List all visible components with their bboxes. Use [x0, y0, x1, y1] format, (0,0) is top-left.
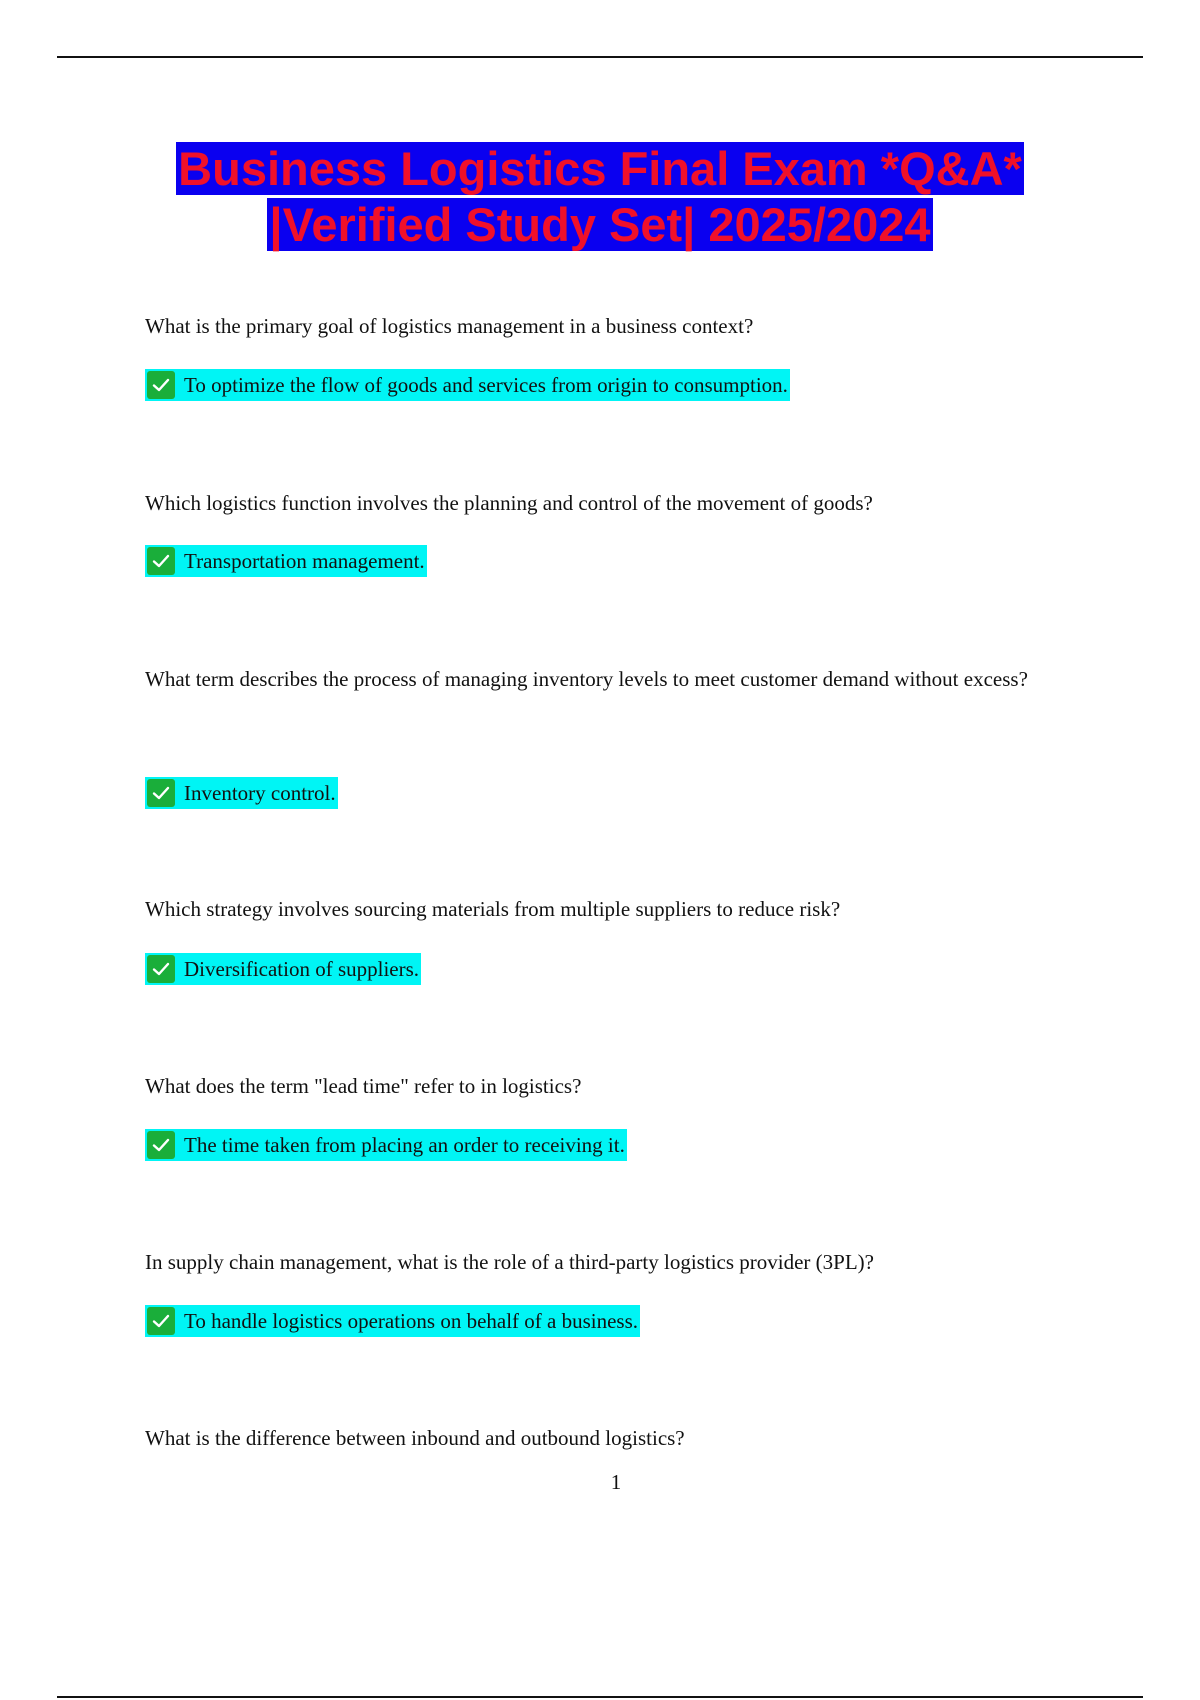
answer-text: To handle logistics operations on behalf of a business.	[184, 1309, 639, 1333]
answer-1	[145, 369, 790, 401]
question-5: What does the term "lead time" refer to in logistics?	[145, 1074, 582, 1098]
question-4: Which strategy involves sourcing materials from multiple suppliers to reduce risk?	[145, 897, 841, 921]
header-rule	[57, 56, 1143, 58]
check-mark-icon	[147, 779, 175, 807]
question-6: In supply chain management, what is the role of a third-party logistics provider (3PL)?	[145, 1250, 874, 1274]
question-7: What is the difference between inbound and outbound logistics?	[145, 1426, 685, 1450]
check-mark-icon	[147, 1131, 175, 1159]
answer-text: Inventory control.	[184, 781, 336, 805]
answer-2	[145, 545, 427, 577]
footer-rule	[57, 1696, 1143, 1698]
page-title	[100, 141, 1100, 253]
question-3: What term describes the process of managing inventory levels to meet customer demand without excess?	[145, 667, 1028, 691]
answer-text: The time taken from placing an order to receiving it.	[184, 1133, 625, 1157]
answer-5	[145, 1129, 627, 1161]
check-mark-icon	[147, 955, 175, 983]
title-line-1: Business Logistics Final Exam *Q&A*	[178, 142, 1022, 195]
answer-text: Transportation management.	[184, 549, 425, 573]
question-1: What is the primary goal of logistics management in a business context?	[145, 314, 754, 338]
question-2: Which logistics function involves the planning and control of the movement of goods?	[145, 491, 873, 515]
check-mark-icon	[147, 1307, 175, 1335]
answer-6	[145, 1305, 640, 1337]
answer-text: Diversification of suppliers.	[184, 957, 420, 981]
answer-text: To optimize the flow of goods and services from origin to consumption.	[184, 373, 788, 397]
title-line-2: |Verified Study Set| 2025/2024	[269, 198, 931, 251]
answer-4	[145, 953, 421, 985]
answer-3	[145, 777, 338, 809]
check-mark-icon	[147, 547, 175, 575]
check-mark-icon	[147, 371, 175, 399]
page-number: 1	[610, 1470, 622, 1494]
